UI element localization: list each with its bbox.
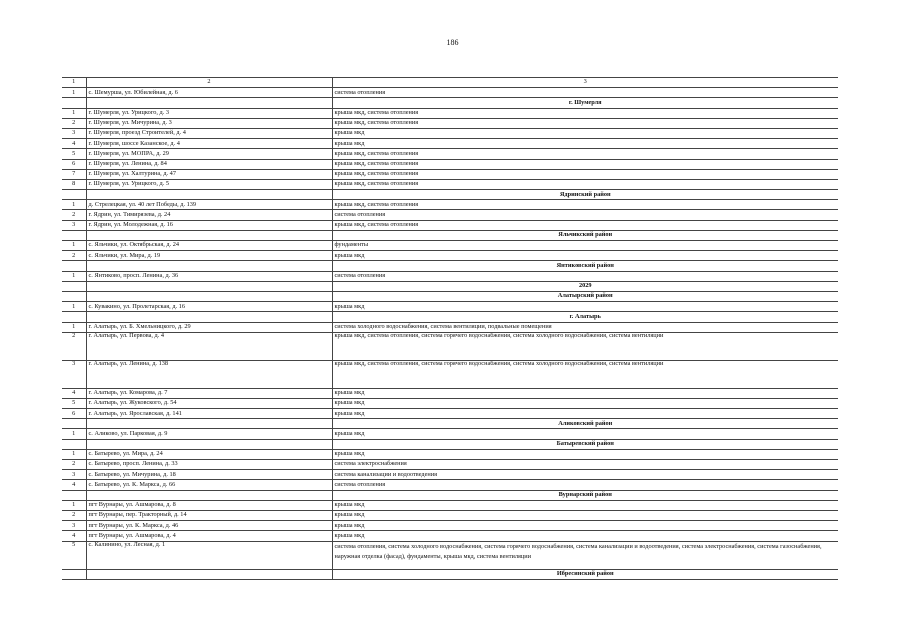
row-address: с. Яльчики, ул. Октябрьская, д. 24 [86, 241, 332, 251]
section-heading-row [62, 98, 838, 108]
row-work: крыша мкд [332, 302, 838, 312]
row-work: крыша мкд [332, 409, 838, 419]
row-work: крыша мкд, система отопления [332, 118, 838, 128]
table-row [62, 139, 838, 149]
heading-empty-cell [86, 439, 332, 449]
row-address: г. Алатырь, ул. Первова, д. 4 [86, 332, 332, 360]
section-heading: г. Алатырь [332, 312, 838, 322]
row-address: г. Ядрин, ул. Молодежная, д. 16 [86, 220, 332, 230]
header-cell-work: 3 [332, 78, 838, 88]
row-number: 7 [62, 169, 86, 179]
row-number: 3 [62, 360, 86, 388]
heading-empty-cell [86, 98, 332, 108]
row-number: 1 [62, 302, 86, 312]
row-address: с. Батырево, ул. Мира, д. 24 [86, 449, 332, 459]
row-number: 1 [62, 271, 86, 281]
row-number: 1 [62, 108, 86, 118]
row-number: 8 [62, 179, 86, 189]
table-row [62, 200, 838, 210]
row-address: г. Алатырь, ул. Жуковского, д. 54 [86, 398, 332, 408]
table-row [62, 470, 838, 480]
row-work: крыша мкд [332, 429, 838, 439]
works-table [62, 77, 838, 580]
heading-empty-cell [62, 230, 86, 240]
table-row [62, 409, 838, 419]
row-work: система отопления, система холодного водоснабжения, система горячего водоснабжения, система канализации и водоотведения, система электроснабжения, система газоснабжения, наружная отделка (фасад), фундаменты, крыша мкд, система вентиляции [332, 541, 838, 569]
row-number: 1 [62, 88, 86, 98]
row-address: г. Шумерля, ул. МОПРА, д. 29 [86, 149, 332, 159]
row-work: система холодного водоснабжения, система вентиляции, подвальные помещения [332, 322, 838, 332]
row-work: крыша мкд [332, 128, 838, 138]
table-row [62, 108, 838, 118]
section-heading: Батыревский район [332, 439, 838, 449]
section-heading-row [62, 281, 838, 291]
heading-empty-cell [86, 281, 332, 291]
table-row [62, 429, 838, 439]
row-address: г. Шумерля, ул. Урицкого, д. 5 [86, 179, 332, 189]
heading-empty-cell [86, 569, 332, 579]
row-address: с. Калинино, ул. Лесная, д. 1 [86, 541, 332, 569]
table-row [62, 241, 838, 251]
row-number: 4 [62, 480, 86, 490]
row-number: 6 [62, 409, 86, 419]
row-number: 4 [62, 388, 86, 398]
section-heading-row [62, 490, 838, 500]
section-heading-row [62, 261, 838, 271]
table-row [62, 531, 838, 541]
row-address: г. Алатырь, ул. Б. Хмельницкого, д. 29 [86, 322, 332, 332]
row-address: с. Батырево, просп. Ленина, д. 33 [86, 460, 332, 470]
row-number: 1 [62, 500, 86, 510]
row-work: крыша мкд [332, 449, 838, 459]
table-row [62, 128, 838, 138]
row-work: крыша мкд [332, 521, 838, 531]
section-heading-row [62, 312, 838, 322]
table-row [62, 449, 838, 459]
row-work: крыша мкд, система отопления [332, 159, 838, 169]
row-address: с. Янтиково, просп. Ленина, д. 36 [86, 271, 332, 281]
row-number: 3 [62, 470, 86, 480]
row-work: система канализации и водоотведения [332, 470, 838, 480]
row-address: с. Яльчики, ул. Мира, д. 19 [86, 251, 332, 261]
section-heading: Аликовский район [332, 419, 838, 429]
row-address: с. Батырево, ул. Мичурина, д. 18 [86, 470, 332, 480]
row-work: крыша мкд, система отопления [332, 169, 838, 179]
header-cell-number: 1 [62, 78, 86, 88]
row-address: г. Алатырь, ул. Комарова, д. 7 [86, 388, 332, 398]
row-number: 5 [62, 149, 86, 159]
table-row [62, 210, 838, 220]
row-address: с. Кувакино, ул. Пролетарская, д. 16 [86, 302, 332, 312]
heading-empty-cell [86, 190, 332, 200]
row-number: 2 [62, 460, 86, 470]
table-row [62, 322, 838, 332]
row-address: г. Шумерля, ул. Мичурина, д. 3 [86, 118, 332, 128]
row-number: 2 [62, 332, 86, 360]
row-work: крыша мкд [332, 388, 838, 398]
heading-empty-cell [86, 230, 332, 240]
row-work: крыша мкд [332, 531, 838, 541]
table-row [62, 118, 838, 128]
section-heading-row [62, 439, 838, 449]
table-row [62, 149, 838, 159]
section-heading-row [62, 419, 838, 429]
table-row [62, 302, 838, 312]
heading-empty-cell [62, 312, 86, 322]
table-row [62, 360, 838, 388]
row-address: г. Ядрин, ул. Тимирязева, д. 24 [86, 210, 332, 220]
page-number: 186 [446, 38, 459, 47]
row-address: пгт Вурнары, ул. Ашмарова, д. 8 [86, 500, 332, 510]
row-work: система отопления [332, 271, 838, 281]
section-heading-row [62, 230, 838, 240]
row-address: д. Стрелецкая, ул. 40 лет Победы, д. 139 [86, 200, 332, 210]
table-row [62, 480, 838, 490]
row-address: с. Шемурша, ул. Юбилейная, д. 6 [86, 88, 332, 98]
row-address: г. Алатырь, ул. Ярославская, д. 141 [86, 409, 332, 419]
row-address: г. Шумерля, шоссе Казанское, д. 4 [86, 139, 332, 149]
table-row [62, 271, 838, 281]
row-work: крыша мкд [332, 398, 838, 408]
row-work: крыша мкд, система отопления [332, 179, 838, 189]
section-heading: 2029 [332, 281, 838, 291]
row-address: пгт Вурнары, ул. К. Маркса, д. 46 [86, 521, 332, 531]
table-row [62, 169, 838, 179]
heading-empty-cell [62, 190, 86, 200]
row-work: крыша мкд, система отопления [332, 149, 838, 159]
row-address: г. Шумерля, ул. Ленина, д. 84 [86, 159, 332, 169]
row-work: система отопления [332, 210, 838, 220]
section-heading-row [62, 291, 838, 301]
row-number: 2 [62, 210, 86, 220]
row-work: крыша мкд, система отопления, система горячего водоснабжения, система холодного водоснабжения, система вентиляции [332, 332, 838, 360]
row-address: с. Аликово, ул. Парковая, д. 9 [86, 429, 332, 439]
table-row [62, 460, 838, 470]
row-number: 1 [62, 322, 86, 332]
row-number: 1 [62, 429, 86, 439]
section-heading: Яльчикский район [332, 230, 838, 240]
table-row [62, 159, 838, 169]
heading-empty-cell [86, 490, 332, 500]
heading-empty-cell [62, 419, 86, 429]
section-heading: Алатырский район [332, 291, 838, 301]
row-number: 5 [62, 541, 86, 569]
row-address: г. Шумерля, ул. Урицкого, д. 3 [86, 108, 332, 118]
section-heading: г. Шумерля [332, 98, 838, 108]
heading-empty-cell [62, 439, 86, 449]
row-address: пгт Вурнары, пер. Тракторный, д. 14 [86, 510, 332, 520]
section-heading-row [62, 569, 838, 579]
section-heading: Вурнарский район [332, 490, 838, 500]
heading-empty-cell [62, 291, 86, 301]
row-number: 1 [62, 449, 86, 459]
row-number: 2 [62, 118, 86, 128]
table-row [62, 510, 838, 520]
row-address: г. Шумерля, ул. Халтурина, д. 47 [86, 169, 332, 179]
table-row [62, 220, 838, 230]
row-work: система отопления [332, 88, 838, 98]
row-number: 4 [62, 139, 86, 149]
section-heading: Янтиковский район [332, 261, 838, 271]
table-row [62, 88, 838, 98]
table-row [62, 500, 838, 510]
row-number: 4 [62, 531, 86, 541]
row-work: крыша мкд, система отопления, система горячего водоснабжения, система холодного водоснабжения, система вентиляции [332, 360, 838, 388]
row-number: 5 [62, 398, 86, 408]
heading-empty-cell [62, 281, 86, 291]
row-work: система отопления [332, 480, 838, 490]
row-address: г. Алатырь, ул. Ленина, д. 138 [86, 360, 332, 388]
table-row [62, 179, 838, 189]
heading-empty-cell [62, 98, 86, 108]
row-address: пгт Вурнары, ул. Ашмарова, д. 4 [86, 531, 332, 541]
row-work: крыша мкд [332, 500, 838, 510]
table-row [62, 521, 838, 531]
row-work: крыша мкд [332, 139, 838, 149]
row-address: г. Шумерля, проезд Строителей, д. 4 [86, 128, 332, 138]
row-number: 3 [62, 128, 86, 138]
row-number: 1 [62, 241, 86, 251]
heading-empty-cell [86, 312, 332, 322]
section-heading: Ибресинский район [332, 569, 838, 579]
row-number: 3 [62, 521, 86, 531]
row-work: крыша мкд [332, 251, 838, 261]
table-row [62, 541, 838, 569]
row-number: 2 [62, 251, 86, 261]
heading-empty-cell [86, 291, 332, 301]
row-number: 1 [62, 200, 86, 210]
header-cell-address: 2 [86, 78, 332, 88]
header-row [62, 78, 838, 88]
heading-empty-cell [86, 261, 332, 271]
table-row [62, 251, 838, 261]
row-work: крыша мкд, система отопления [332, 220, 838, 230]
row-address: с. Батырево, ул. К. Маркса, д. 66 [86, 480, 332, 490]
row-work: крыша мкд [332, 510, 838, 520]
heading-empty-cell [62, 261, 86, 271]
row-work: крыша мкд, система отопления [332, 108, 838, 118]
row-number: 3 [62, 220, 86, 230]
table-row [62, 398, 838, 408]
table-row [62, 388, 838, 398]
row-work: фундаменты [332, 241, 838, 251]
row-number: 2 [62, 510, 86, 520]
table-row [62, 332, 838, 360]
section-heading: Ядринский район [332, 190, 838, 200]
row-number: 6 [62, 159, 86, 169]
heading-empty-cell [62, 490, 86, 500]
heading-empty-cell [62, 569, 86, 579]
row-work: система электроснабжения [332, 460, 838, 470]
row-work: крыша мкд, система отопления [332, 200, 838, 210]
heading-empty-cell [86, 419, 332, 429]
section-heading-row [62, 190, 838, 200]
